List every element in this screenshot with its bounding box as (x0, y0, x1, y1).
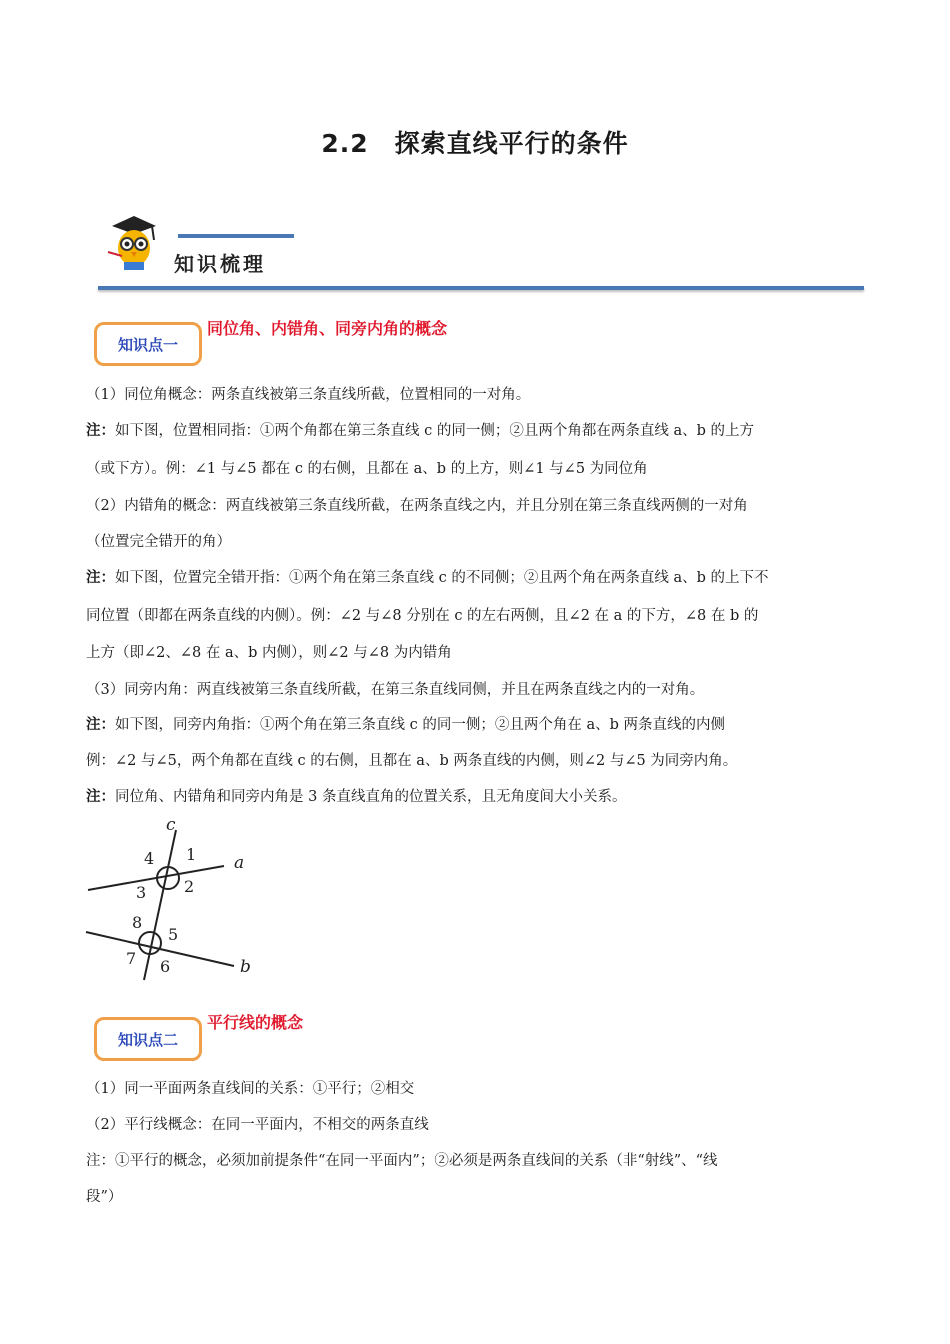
banner-accent-bar (178, 234, 294, 238)
kp2-line-3: 注：①平行的概念，必须加前提条件“在同一平面内”；②必须是两条直线间的关系（非“射线”、“线 (86, 1153, 718, 1169)
kp1-note-1: 注：如下图，位置相同指：①两个角都在第三条直线 c 的同一侧；②且两个角都在两条直线 a、b 的上方 (86, 422, 754, 439)
knowledge-banner (98, 212, 866, 298)
note-label: 注： (86, 788, 115, 805)
kp1-line-3: （或下方）。例：∠1 与∠5 都在 c 的右侧，且都在 a、b 的上方，则∠1 与∠5 为同位角 (86, 461, 648, 477)
kp2-line-2: （2）平行线概念：在同一平面内，不相交的两条直线 (86, 1117, 429, 1133)
kp1-line-4: （2）内错角的概念：两直线被第三条直线所截，在两条直线之内，并且分别在第三条直线两侧的一对角 (86, 498, 748, 514)
knowledge-point-1-badge: 知识点一 (94, 322, 202, 366)
knowledge-point-1-title: 同位角、内错角、同旁内角的概念 (207, 319, 448, 338)
label-a: a (234, 853, 245, 873)
angle-7: 7 (126, 949, 137, 968)
kp1-line-7: 同位置（即都在两条直线的内侧）。例：∠2 与∠8 分别在 c 的左右两侧，且∠2 在 a 的下方，∠8 在 b 的 (86, 608, 759, 624)
kp2-line-4: 段”） (86, 1189, 123, 1205)
knowledge-point-2-badge: 知识点二 (94, 1017, 202, 1061)
note-label: 注： (86, 569, 115, 586)
kp1-line-5: （位置完全错开的角） (86, 534, 231, 550)
kp1-note-3: 注：如下图，同旁内角指：①两个角在第三条直线 c 的同一侧；②且两个角在 a、b 两条直线的内侧 (86, 716, 725, 733)
section-number: 2.2 (321, 129, 369, 158)
angle-6: 6 (160, 957, 171, 976)
kp1-note-2: 注：如下图，位置完全错开指：①两个角在第三条直线 c 的不同侧；②且两个角在两条直线 a、b 的上下不 (86, 569, 769, 586)
owl-mascot-icon (104, 212, 162, 274)
angle-1: 1 (186, 845, 197, 864)
page-title (0, 124, 950, 160)
angle-diagram (84, 816, 256, 982)
kp1-note-4: 注：同位角、内错角和同旁内角是 3 条直线直角的位置关系，且无角度间大小关系。 (86, 788, 627, 805)
kp1-line-9: （3）同旁内角：两直线被第三条直线所截，在第三条直线同侧，并且在两条直线之内的一对角。 (86, 682, 705, 698)
angle-4: 4 (144, 849, 155, 868)
kp1-line-11: 例：∠2 与∠5，两个角都在直线 c 的右侧，且都在 a、b 两条直线的内侧，则∠2 与∠5 为同旁内角。 (86, 753, 738, 769)
note-label: 注： (86, 716, 115, 733)
section-title: 探索直线平行的条件 (394, 129, 629, 158)
note-label: 注： (86, 422, 115, 439)
kp1-line-1: （1）同位角概念：两条直线被第三条直线所截，位置相同的一对角。 (86, 387, 531, 403)
kp2-line-1: （1）同一平面两条直线间的关系：①平行；②相交 (86, 1081, 415, 1097)
angle-3: 3 (136, 883, 147, 902)
banner-label: 知识梳理 (174, 252, 266, 276)
angle-2: 2 (184, 877, 195, 896)
knowledge-point-2-title: 平行线的概念 (207, 1013, 304, 1032)
label-b: b (240, 957, 251, 977)
kp1-line-8: 上方（即∠2、∠8 在 a、b 内侧），则∠2 与∠8 为内错角 (86, 645, 452, 661)
angle-5: 5 (168, 925, 179, 944)
banner-rule (98, 286, 864, 290)
angle-8: 8 (132, 913, 143, 932)
label-c: c (166, 816, 176, 835)
